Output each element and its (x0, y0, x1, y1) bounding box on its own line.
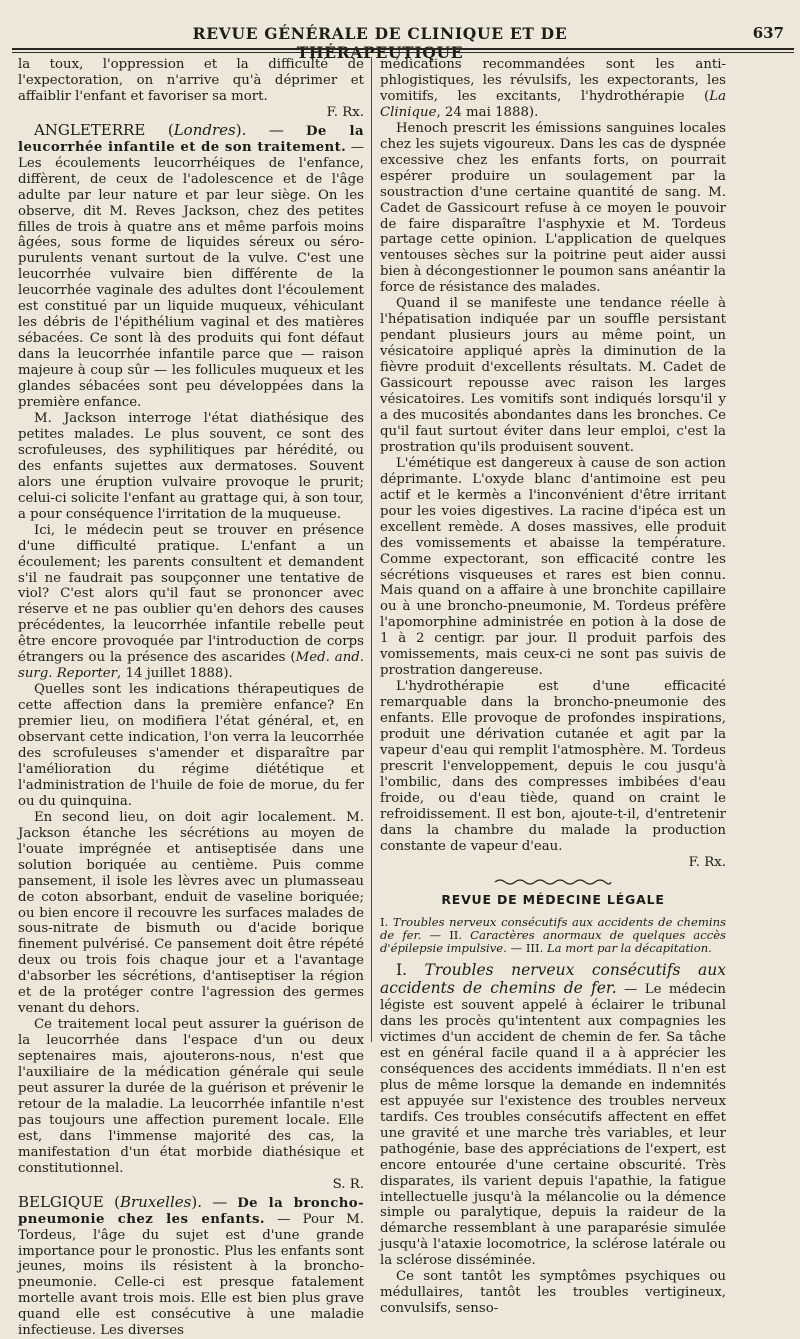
section-leucorrhee (18, 121, 364, 411)
paragraph (18, 57, 364, 105)
section-broncho-pneumonie (18, 1193, 364, 1339)
paragraph-text: la toux, l'oppression et la difficulté de l'expectoration, on n'arrive qu'à déprimer et affaiblir l'enfant et favoriser sa mort. (18, 57, 364, 104)
left-column (18, 57, 365, 1339)
paragraph: En second lieu, on doit agir localement. M. Jackson étanche les sécrétions au moyen de l'ouate imprégnée et antiseptisée dans une solution boriquée au centième. Puis comme pansement, il isole les lèvres avec un plumasseau de coton absorbant, enduit de vaseline boriquée; ou bien encore il recouvre les surfaces malades de sous-nitrate de bismuth ou d'acide borique finement pulvérisé. Ce pansement doit être répété deux ou trois fois chaque jour et a l'avantage d'absorber les sécrétions, d'antiseptiser la région et de la protéger contre l'agression des germes venant du dehors. (18, 809, 364, 1017)
paragraph: L'hydrothérapie est d'une efficacité remarquable dans la broncho-pneumonie des enfants. Elle provoque de profondes inspirations, produit une dérivation cutanée et agit par la vapeur d'eau qui remplit l'atmosphère. M. Tordeus prescrit l'enveloppement, depuis le cou jusqu'à l'ombilic, dans des compresses imbibées d'eau froide, ou d'eau tiède, quand on craint le refroidissement. Il est bon, ajoute-t-il, d'entretenir dans la chambre du malade la production constante de vapeur d'eau. (380, 679, 726, 854)
citation: Med. and. surg. Reporter (18, 650, 364, 682)
signature: F. Rx. (688, 854, 726, 870)
signature: F. Rx. (326, 104, 364, 120)
paragraph: L'émétique est dangereux à cause de son action déprimante. L'oxyde blanc d'antimoine est peu actif et le kermès a l'inconvénient d'être irritant pour les voies digestives. La racine d'ipéca est un excellent remède. A doses massives, elle produit des vomissements et abaisse la température. Comme expectorant, son efficacité contre les sécrétions visqueuses et rares est bien connu. Mais quand on a affaire à une bronchite capillaire ou à une broncho-pneumonie, M. Tordeus préfère l'apomorphine administrée en potion à la dose de 1 à 2 centigr. par jour. Il produit parfois des vomissements, mais ceux-ci ne sont pas suivis de prostration dangereuse. (380, 455, 726, 679)
section-heading: ANGLETERRE (Londres). — (33, 120, 284, 139)
ornament-rule (493, 878, 613, 886)
signature: S. R. (332, 1176, 364, 1192)
rubric-heading: REVUE DE MÉDECINE LÉGALE (441, 891, 665, 907)
paragraph-text: — Le médecin légiste est souvent appelé à éclairer le tribunal dans les procès qu'intentent aux compagnies les victimes d'un accident de chemin de fer. Sa tâche est en général facile quand il a à apprécier les conséquences des accidents immédiats. Il n'en est plus de même lorsque la demande en indemnités est appuyée sur l'existence des troubles nerveux tardifs. Ces troubles consécutifs affectent en effet une gravité et une marche très variables, et leur pathogénie, base des appréciations de l'expert, est encore entourée d'une certaine obscurité. Très disparates, ils varient depuis l'apathie, la fatigue intellectuelle jusqu'à la mélancolie ou la démence simple ou paralytique, depuis la raideur de la démarche ressemblant à une paraparésie simulée jusqu'à l'ataxie locomotrice, la sclérose latérale ou la sclérose disséminée. (380, 982, 726, 1269)
paragraph: Ici, le médecin peut se trouver en présence d'une difficulté pratique. L'enfant a un écoulement; les parents consultent et demandent s'il ne faudrait pas soupçonner une tentative de viol? C'est alors qu'il faut se prononcer avec réserve et ne pas oublier qu'en dehors des causes précédentes, la leucorrhée infantile rebelle peut être encore provoquée par l'introduction de corps étrangers ou la présence des ascarides (Med. and. surg. Reporter, 14 juillet 1888). (18, 522, 364, 682)
section-summary: I. Troubles nerveux consécutifs aux accidents de chemins de fer. — II. Caractères anormaux de quelques accès d'épilepsie impulsive. — III. La mort par la décapitation. (380, 914, 727, 955)
column-divider (371, 57, 372, 1042)
section-title: De la broncho-pneumonie chez les enfants. (18, 1195, 364, 1227)
running-title: REVUE GÉNÉRALE DE CLINIQUE ET DE THÉRAPEUTIQUE (192, 24, 568, 62)
section-heading: BELGIQUE (Bruxelles). — (18, 1192, 228, 1211)
paragraph: Ce traitement local peut assurer la guérison de la leucorrhée dans l'espace d'un ou deux septenaires mais, ajouterons-nous, n'est que l'auxiliaire de la médication générale qui seule peut assurer la durée de la guérison et prévenir le retour de la maladie. La leucorrhée infantile n'est pas toujours une affection purement locale. Elle est, dans l'immense majorité des cas, la manifestation d'un état morbide diathésique et constitutionnel. (18, 1017, 364, 1176)
paragraph: Quand il se manifeste une tendance réelle à l'hépatisation indiquée par un souffle persistant pendant plusieurs jours au même point, un vésicatoire appliqué après la diminution de la fièvre produit d'excellents résultats. M. Cadet de Gassicourt repousse avec raison les larges vésicatoires. Les vomitifs sont indiqués lorsqu'il y a des mucosités abondantes dans les bronches. Ce qu'il faut surtout éviter dans leur emploi, c'est la prostration qu'ils produisent souvent. (380, 296, 726, 455)
header-rule (12, 48, 794, 53)
paragraph: M. Jackson interroge l'état diathésique des petites malades. Le plus souvent, ce sont des scrofuleuses, des syphilitiques par hérédité, ou des enfants sujettes aux dermatoses. Souvent alors une éruption vulvaire provoque le prurit; celui-ci solicite l'enfant au grattage qui, à son tour, a pour conséquence l'irritation de la muqueuse. (18, 410, 364, 522)
section-title: De la leucorrhée infantile et de son traitement. (18, 123, 365, 155)
page-number: 637 (752, 24, 784, 42)
citation: La Clinique (380, 88, 726, 120)
paragraph-text: — Les écoulements leucorrhéiques de l'enfance, diffèrent, de ceux de l'adolescence et de l'âge adulte par leur nature et par leur siège. On les observe, dit M. Reves Jackson, chez des petites filles de trois à quatre ans et même parfois moins âgées, sous forme de liquides séreux ou séro-purulents venant surtout de la vulve. C'est une leucorrhée vulvaire bien différente de la leucorrhée vaginale des adultes dont l'écoulement est constitué par un liquide muqueux, véhiculant les débris de l'épithélium vaginal et des matières sébacées. Ce sont là des produits qui font défaut dans la leucorrhée infantile parce que — raison majeure à coup sûr — les follicules muqueux et les glandes sébacées sont peu développées dans la première enfance. (18, 139, 364, 411)
chapter-troubles-nerveux (380, 962, 726, 1269)
paragraph: Ce sont tantôt les symptômes psychiques ou médullaires, tantôt les troubles vertigineux, convulsifs, senso- (380, 1269, 726, 1317)
chapter-heading: I. Troubles nerveux consécutifs aux accidents de chemins de fer. (380, 961, 726, 998)
paragraph-text: — Pour M. Tordeus, l'âge du sujet est d'une grande importance pour le pronostic. Plus les enfants sont jeunes, moins ils résistent à la broncho-pneumonie. Celle-ci est presque fatalement mortelle avant trois mois. Elle est bien plus grave quand elle est consécutive à une maladie infectieuse. Les diverses (18, 1211, 365, 1339)
right-column (380, 57, 727, 1317)
page-header (0, 18, 800, 62)
paragraph: Quelles sont les indications thérapeutiques de cette affection dans la première enfance? En premier lieu, on modifiera l'état général, et, en observant cette indication, l'on verra la leucorrhée des scrofuleuses s'amender et disparaître par l'amélioration du régime diététique et l'administration de l'huile de foie de morue, du fer ou du quinquina. (18, 682, 364, 809)
paragraph: Henoch prescrit les émissions sanguines locales chez les sujets vigoureux. Dans les cas de dyspnée excessive chez les enfants forts, on pourrait espérer produire un soulagement par la soustraction d'une certaine quantité de sang. M. Cadet de Gassicourt refuse à ce moyen le pouvoir de faire disparaître l'asphyxie et M. Tordeus partage cette opinion. L'application de quelques ventouses sèches sur la poitrine peut aider aussi bien à décongestionner le poumon sans anéantir la force de résistance des malades. (380, 120, 726, 296)
paragraph: médications recommandées sont les anti-phlogistiques, les révulsifs, les expectorants, les vomitifs, les excitants, l'hydrothérapie (La Clinique, 24 mai 1888). (380, 57, 726, 120)
